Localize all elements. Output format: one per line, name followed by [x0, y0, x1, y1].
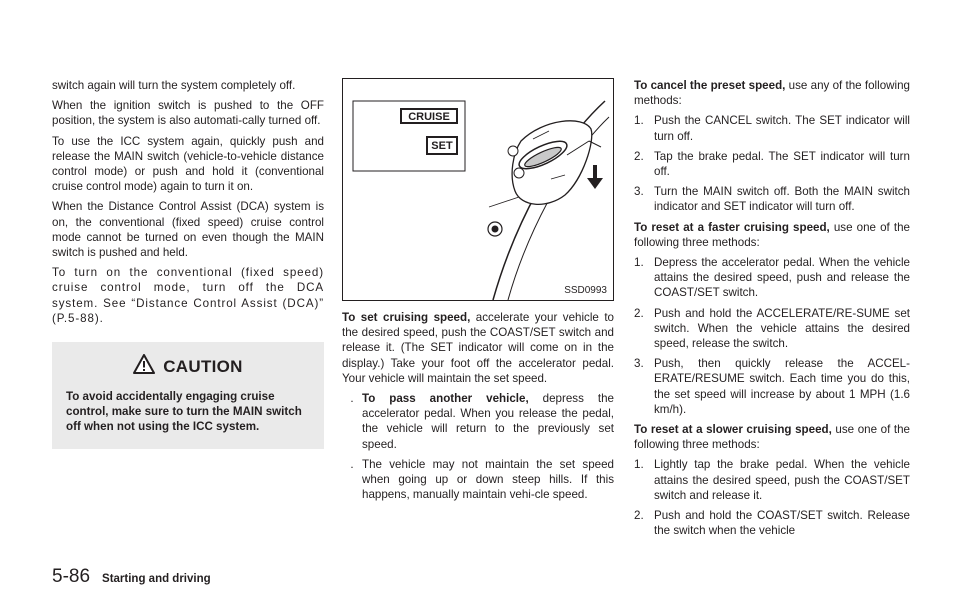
list-item: 1. Depress the accelerator pedal. When the vehicle attains the desired speed, push and release the COAST/SET switch. [634, 256, 910, 300]
down-arrow-icon [593, 165, 597, 179]
caution-heading [66, 354, 310, 379]
left-column [52, 78, 324, 449]
warning-icon [133, 354, 155, 379]
page-footer [52, 566, 211, 588]
paragraph: To reset at a faster cruising speed, use one of the following three methods: [634, 220, 910, 249]
paragraph: switch again will turn the system completely off. [52, 79, 296, 92]
middle-column [342, 78, 614, 507]
list-item: 3. Push, then quickly release the ACCEL‐ERATE/RESUME switch. Each time you do this, the set speed will increase by about 1 MPH (1.6 km/h). [634, 357, 910, 416]
list-item: 2. Push and hold the COAST/SET switch. Release the switch when the vehicle [634, 509, 910, 538]
paragraph: To use the ICC system again, quickly push and release the MAIN switch (vehicle-to-vehicle distance control mode) or push and hold it (conventional cruise control mode) again to turn it on. [52, 134, 324, 194]
caution-text: To avoid accidentally engaging cruise control, make sure to turn the MAIN switch off when not using the ICC system. [66, 390, 302, 434]
section-title: Starting and driving [102, 573, 211, 585]
list-item: 2. Tap the brake pedal. The SET indicator will turn off. [634, 149, 910, 179]
caution-box [52, 342, 324, 449]
paragraph: When the Distance Control Assist (DCA) system is on, the conventional (fixed speed) cruise control mode cannot be turned on even though the MAIN switch is pushed and held. [52, 200, 324, 260]
list-item: 3. Turn the MAIN switch off. Both the MAIN switch indicator and SET indicator will turn off. [634, 185, 910, 214]
list-item: 2. Push and hold the ACCELERATE/RE‐SUME set switch. When the vehicle attains the desired speed, release the switch. [634, 306, 910, 351]
paragraph: To set cruising speed, accelerate your vehicle to the desired speed, push the COAST/SET switch and release it. (The SET indicator will come on in the display.) Take your foot off the accelerator pedal. Your vehicle will maintain the set speed. [342, 311, 614, 385]
figure-code: SSD0993 [564, 285, 607, 296]
list-item: . The vehicle may not maintain the set speed when going up or down steep hills. If this happens, manually maintain vehi‐cle speed. [350, 457, 614, 502]
steering-wheel-illustration [343, 79, 613, 300]
list-item: 1. Lightly tap the brake pedal. When the vehicle attains the desired speed, push the COAST/SET switch and release it. [634, 458, 910, 502]
paragraph: To cancel the preset speed, use any of the following methods: [634, 79, 911, 108]
list-item: . To pass another vehicle, depress the accelerator pedal. When you release the pedal, the vehicle will return to the previously set speed. [350, 392, 614, 451]
set-label: SET [431, 140, 453, 152]
cruise-switch-figure [342, 78, 614, 301]
paragraph: To turn on the conventional (fixed speed) cruise control mode, turn off the DCA system. See “Distance Control Assist (DCA)” (P.5-88). [52, 266, 324, 325]
caution-label: CAUTION [163, 356, 243, 376]
cruise-label: CRUISE [408, 111, 450, 123]
page-number: 5-86 [52, 566, 91, 587]
list-item: 1. Push the CANCEL switch. The SET indicator will turn off. [634, 114, 910, 143]
paragraph: When the ignition switch is pushed to the OFF position, the system is also automati‐cally turned off. [52, 99, 324, 128]
paragraph: To reset at a slower cruising speed, use one of the following three methods: [634, 423, 911, 452]
right-column [634, 78, 910, 543]
